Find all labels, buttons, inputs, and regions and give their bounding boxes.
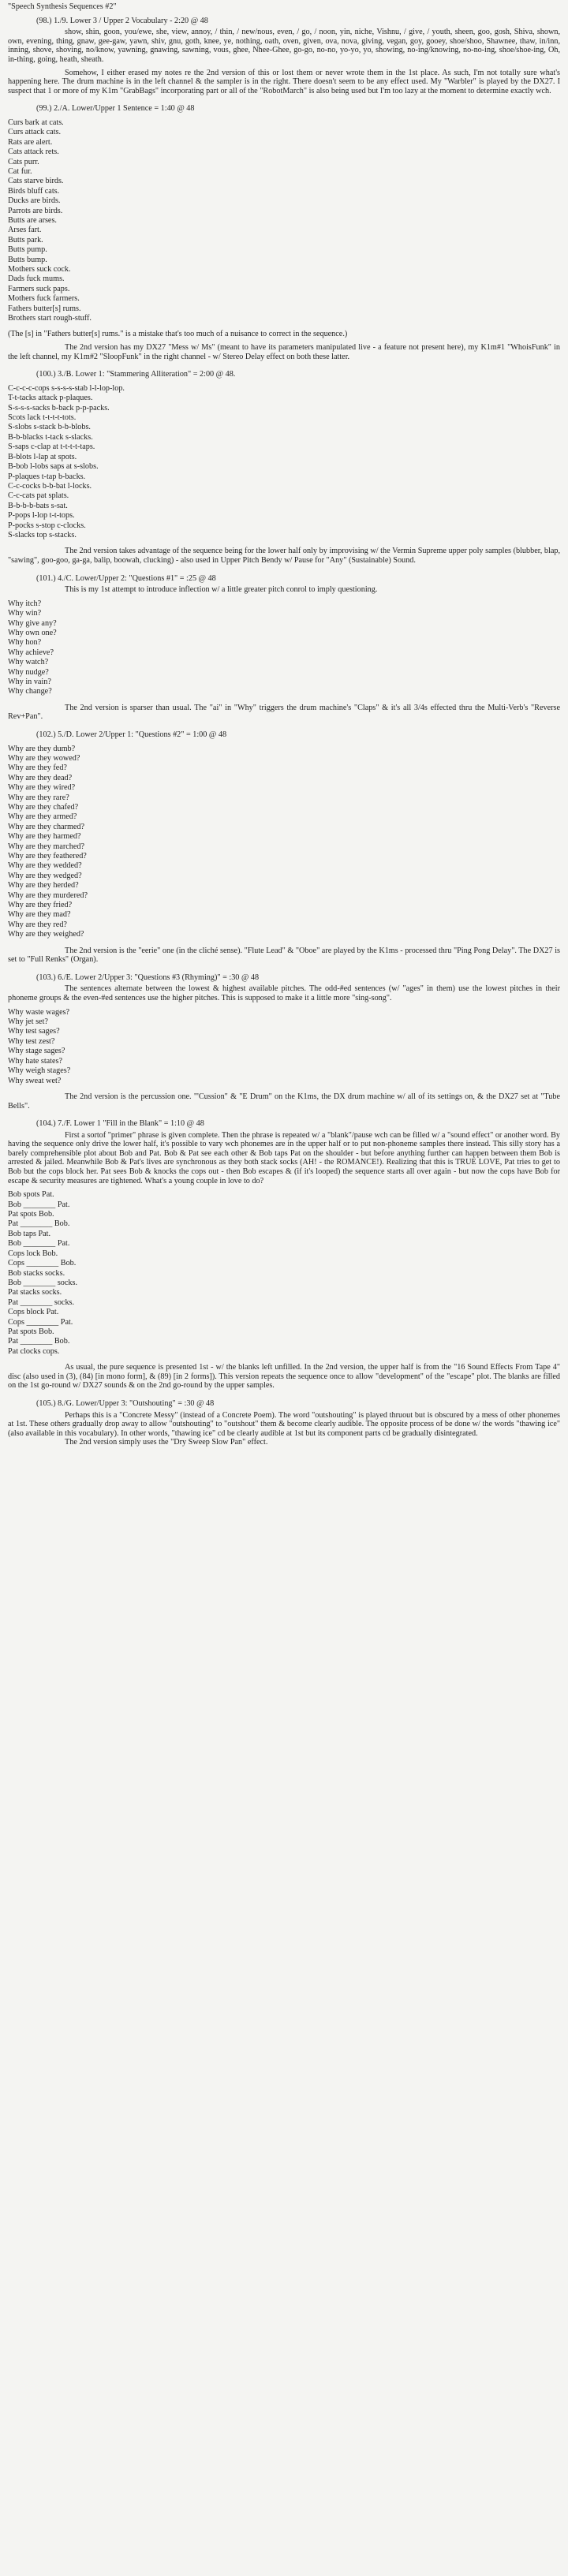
section-heading: (101.) 4./C. Lower/Upper 2: "Questions #1" = :25 @ 48 [36, 573, 216, 583]
list-item: Arses fart. [8, 226, 42, 235]
note-paragraph: (The [s] in "Fathers butter[s] rums." is a mistake that's too much of a nuisance to correct in the sequence.) [8, 330, 348, 339]
list-item: Butts are arses. [8, 216, 57, 225]
sentence-list [8, 1190, 560, 1357]
list-item: Pat clocks cops. [8, 1346, 60, 1356]
section-paragraph: The 2nd version takes advantage of the sequence being for the lower half only by improvising w/ the Vermin Supreme upper poly samples (blubber, blap, "sawing", goo-goo, ga-ga, balip, boowah, clucking) - also used in Upper Pitch Bendy w/ Pause for "Any" (Sustainable) Sound. [8, 547, 560, 565]
list-item: Cats starve birds. [8, 177, 64, 186]
list-item: Why give any? [8, 618, 57, 628]
list-item: Why are they wedged? [8, 871, 82, 880]
section-paragraph: This is my 1st attempt to introduce inflection w/ a little greater pitch conrol to imply questioning. [65, 585, 378, 595]
list-item: Cops ________ Bob. [8, 1259, 77, 1268]
list-item: Why test zest? [8, 1036, 55, 1046]
section-101 [8, 574, 560, 722]
list-item: Why are they chafed? [8, 803, 79, 812]
list-item: Why are they charmed? [8, 822, 85, 831]
list-item: C-c-cocks b-b-bat l-locks. [8, 481, 92, 491]
sentence-list [8, 384, 560, 541]
section-paragraph: The 2nd version has my DX27 "Mess w/ Ms" (meant to have its parameters manipulated live - a feature not present here), my K1m#1 "WhoisFunk" in the left channel, my K1m#2 "SloopFunk" in the right channel - w/ Stereo Delay effect on both these latter. [8, 343, 560, 361]
section-105 [8, 1399, 560, 1447]
list-item: C-c-cats pat splats. [8, 491, 69, 501]
vocabulary-paragraph: show, shin, goon, you/ewe, she, view, annoy, / thin, / new/nous, even, / go, / noon, yin, niche, Vishnu, / give, / youth, sheen, goo, gosh, Shiva, shown, own, evening, thing, gnaw, gee-gaw, yawn, shiv, gnu, goth, knee, ye, nothing, oath, oven, given, ova, nova, giving, vegan, goy, gooey, shoe/shoo, Shawnee, thaw, in/inn, inning, shove, shoving, no/know, yawning, gnawing, sawning, vous, ghee, Nhee-Ghee, go-go, no-no, yo-yo, yo, showing, no-ing/knowing, no-no-ing, shoe/shoe-ing, Oh, in-thing, going, heath, sheath. [8, 28, 560, 64]
list-item: B-b-b-b-bats s-sat. [8, 501, 68, 510]
list-item: Bob ________ Pat. [8, 1239, 70, 1249]
list-item: Farmers suck paps. [8, 284, 70, 293]
section-heading: (103.) 6./E. Lower 2/Upper 3: "Questions #3 (Rhyming)" = :30 @ 48 [36, 973, 260, 982]
list-item: Why are they fried? [8, 901, 73, 910]
list-item: Brothers start rough-stuff. [8, 314, 92, 323]
list-item: Ducks are birds. [8, 196, 61, 206]
sentence-list [8, 745, 560, 940]
list-item: P-pops l-lop t-t-tops. [8, 511, 75, 521]
section-paragraph: The 2nd version is sparser than usual. The "ai" in "Why" triggers the drum machine's "Claps" & it's all 3/4s effected thru the Multi-Verb's "Reverse Rev+Pan". [8, 703, 560, 722]
list-item: Dads fuck mums. [8, 274, 65, 284]
list-item: Why are they weighed? [8, 930, 84, 939]
list-item: Cats attack rets. [8, 147, 59, 157]
section-paragraph: First a sortof "primer" phrase is given complete. Then the phrase is repeated w/ a "blank"/pause wch can be filled w/ a "sound effect" or another word. By having the sequence only drive the lower half, it's possible to vary wch phonemes are in the upper half or to put non-phoneme samples there instead. This silly story has a barely comprehensible plot about Bob and Pat. Bob & Pat see each other & Bob taps Pat on the shoulder - but before anything further can happen between them Bob is arrested & jailed. Meanwhile Bob & Pat's lives are synchronous as they both stack socks (AH! - the ROMANCE!). Realizing that this is TRUE LOVE, Pat tries to get to Bob but the cops block her. Pat sees Bob & knocks the cops out - then Bob escapes & (if it's looped) the sequence starts all over again - but now the cops have Bob for escape & security measures are tightened. What's a young couple in love to do? [8, 1130, 560, 1185]
list-item: Curs bark at cats. [8, 118, 64, 127]
list-item: Why are they marched? [8, 842, 85, 851]
list-item: Cops block Pat. [8, 1308, 59, 1317]
list-item: Pat stacks socks. [8, 1288, 62, 1297]
list-item: Curs attack cats. [8, 128, 62, 137]
sentence-list [8, 1008, 560, 1086]
section-heading: (98.) 1./9. Lower 3 / Upper 2 Vocabulary - 2:20 @ 48 [36, 16, 208, 25]
list-item: Why are they rare? [8, 793, 69, 802]
list-item: Why are they fed? [8, 763, 67, 773]
list-item: Why stage sages? [8, 1047, 65, 1056]
list-item: Why weigh stages? [8, 1066, 71, 1076]
list-item: Cops lock Bob. [8, 1249, 58, 1258]
list-item: Bob stacks socks. [8, 1268, 65, 1278]
list-item: S-slobs s-stack b-b-blobs. [8, 423, 91, 432]
list-item: Cat fur. [8, 166, 32, 176]
list-item: Why are they dumb? [8, 744, 76, 753]
list-item: P-pocks s-stop c-clocks. [8, 521, 86, 530]
list-item: B-bob l-lobs saps at s-slobs. [8, 462, 99, 472]
list-item: S-s-s-s-sacks b-back p-p-packs. [8, 403, 110, 413]
list-item: Why itch? [8, 599, 42, 608]
list-item: P-plaques t-tap b-backs. [8, 472, 86, 481]
section-paragraph: As usual, the pure sequence is presented 1st - w/ the blanks left unfilled. In the 2nd version, the upper half is from the "16 Sound Effects From Tape 4" disc (also used in (3), (84) [in mono form], & (89) [in 2 forms]). This version repeats the sequence once to allow "development" of the "escape" plot. The blanks are filled on the 1st go-round w/ DX27 sounds & on the 2nd go-round by the upper samples. [8, 1363, 560, 1391]
list-item: Pat spots Bob. [8, 1210, 54, 1219]
section-paragraph: The 2nd version is the percussion one. "'Cussion" & "E Drum" on the K1ms, the DX drum machine w/ all of its settings on, & the DX27 set at "Tube Bells". [8, 1092, 560, 1111]
list-item: Rats are alert. [8, 137, 53, 147]
list-item: Why are they mad? [8, 910, 71, 920]
section-98 [8, 17, 560, 96]
section-heading: (104.) 7./F. Lower 1 "Fill in the Blank" = 1:10 @ 48 [36, 1119, 204, 1129]
sentence-list [8, 599, 560, 697]
list-item: Why are they harmed? [8, 832, 81, 842]
document-title: "Speech Synthesis Sequences #2" [8, 2, 117, 11]
list-item: Butts bump. [8, 255, 47, 264]
list-item: Bob ________ Pat. [8, 1200, 70, 1209]
list-item: Mothers fuck farmers. [8, 294, 80, 304]
list-item: Why are they feathered? [8, 852, 87, 861]
list-item: Pat spots Bob. [8, 1327, 54, 1336]
sentence-list [8, 118, 560, 324]
list-item: Why watch? [8, 658, 49, 667]
list-item: Butts park. [8, 235, 43, 245]
list-item: Why win? [8, 609, 42, 618]
section-paragraph: The 2nd version is the "eerie" one (in the cliché sense). "Flute Lead" & "Oboe" are played by the K1ms - processed thru "Ping Pong Delay". The DX27 is set to "Full Renks" (Organ). [8, 946, 560, 965]
list-item: Why in vain? [8, 677, 51, 686]
list-item: Why are they red? [8, 920, 67, 929]
list-item: Pat ________ socks. [8, 1297, 75, 1307]
list-item: Why test sages? [8, 1027, 60, 1036]
list-item: Why nudge? [8, 667, 49, 677]
section-paragraph: Somehow, I either erased my notes re the 2nd version of this or lost them or never wrote them in the 1st place. As such, I'm not totally sure what's happening here. The drum machine is in the left channel & the sampler is in the right. There doesn't seem to be any effect used. My "Warbler" is played by the DX27. I suspect that 1 or more of my K1m "GrabBags" incorporating part or all of the "RobotMarch" is also being used but I'm too lazy at the moment to determine exactly wch. [8, 68, 560, 95]
list-item: Birds bluff cats. [8, 186, 60, 196]
list-item: Why are they wowed? [8, 753, 80, 763]
list-item: S-slacks top s-stacks. [8, 530, 77, 539]
section-heading: (102.) 5./D. Lower 2/Upper 1: "Questions #2" = 1:00 @ 48 [36, 730, 227, 739]
list-item: Pat ________ Bob. [8, 1219, 70, 1229]
list-item: Scots lack t-t-t-t-tots. [8, 413, 77, 423]
section-heading: (99.) 2./A. Lower/Upper 1 Sentence = 1:40 @ 48 [36, 104, 195, 114]
list-item: Why are they murdered? [8, 890, 88, 900]
list-item: Parrots are birds. [8, 206, 63, 215]
section-paragraph: Perhaps this is a "Concrete Messy" (instead of a Concrete Poem). The word "outshouting" is played thruout but is obscured by a mess of other phonemes at 1st. These others gradually drop away to allow "outshouting" to "outshout" them & become clearly audible. The opposite process of be done w/ the words "thawing ice" (also available in this vocabulary). In other words, "thawing ice" cd be clearly audible at 1st but its component parts cd be gradually disintegrated. [8, 1410, 560, 1438]
list-item: Why hon? [8, 638, 42, 648]
list-item: Why are they herded? [8, 881, 79, 890]
list-item: Why are they wired? [8, 783, 76, 793]
list-item: Cops ________ Pat. [8, 1317, 73, 1327]
list-item: Bob ________ socks. [8, 1278, 78, 1287]
list-item: T-t-tacks attack p-plaques. [8, 394, 93, 403]
list-item: S-saps c-clap at t-t-t-t-taps. [8, 442, 95, 452]
list-item: Pat ________ Bob. [8, 1337, 70, 1346]
list-item: Bob taps Pat. [8, 1229, 51, 1238]
list-item: Mothers suck cock. [8, 265, 71, 274]
section-100 [8, 370, 560, 565]
section-102 [8, 730, 560, 965]
section-104 [8, 1119, 560, 1391]
list-item: Bob spots Pat. [8, 1190, 54, 1200]
list-item: Why are they armed? [8, 812, 77, 822]
list-item: Why sweat wet? [8, 1076, 62, 1085]
section-paragraph: The sentences alternate between the lowest & highest available pitches. The odd-#ed sentences (w/ "ages" in them) use the lowest pitches in their phoneme groups & the even-#ed sentences use the higher pitches. This is supposed to make it a little more "sing-song". [8, 984, 560, 1003]
list-item: Why hate states? [8, 1056, 63, 1066]
list-item: Why waste wages? [8, 1007, 70, 1017]
list-item: Why are they dead? [8, 773, 73, 782]
list-item: Why own one? [8, 628, 57, 637]
list-item: B-blots l-lap at spots. [8, 452, 77, 461]
section-paragraph: The 2nd version simply uses the "Dry Sweep Slow Pan" effect. [65, 1438, 268, 1447]
list-item: Why achieve? [8, 648, 54, 657]
list-item: Why jet set? [8, 1017, 48, 1027]
section-99 [8, 104, 560, 361]
list-item: Cats purr. [8, 157, 39, 166]
list-item: Why are they wedded? [8, 861, 82, 871]
list-item: Fathers butter[s] rums. [8, 304, 81, 313]
list-item: C-c-c-c-cops s-s-s-s-stab l-l-lop-lop. [8, 383, 125, 393]
section-heading: (105.) 8./G. Lower/Upper 3: "Outshouting" = :30 @ 48 [36, 1398, 215, 1408]
list-item: Butts pump. [8, 245, 47, 255]
list-item: Why change? [8, 687, 52, 696]
list-item: B-b-blacks t-tack s-slacks. [8, 432, 93, 442]
section-103 [8, 973, 560, 1111]
section-heading: (100.) 3./B. Lower 1: "Stammering Alliteration" = 2:00 @ 48. [36, 370, 236, 379]
